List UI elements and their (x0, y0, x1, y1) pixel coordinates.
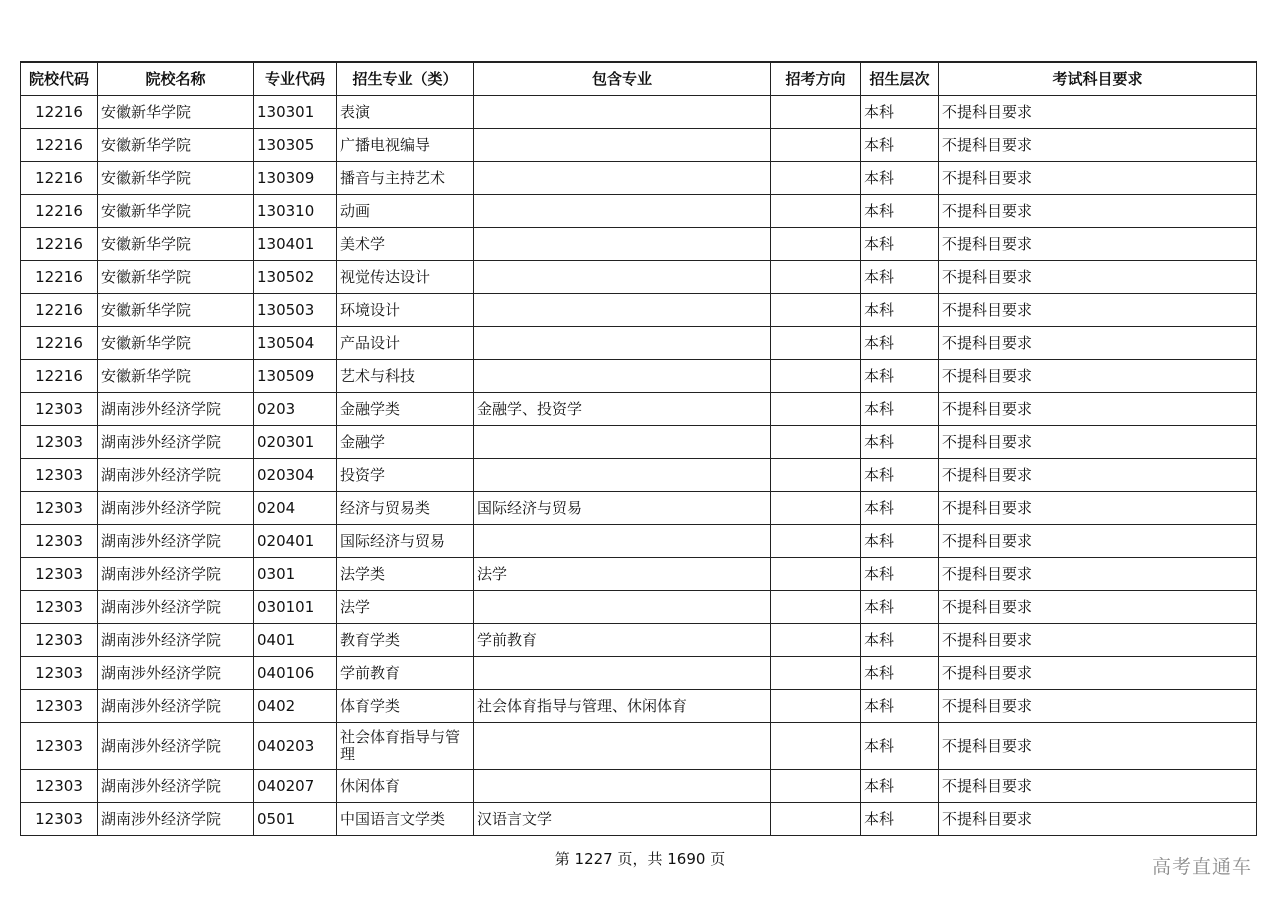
table-row (21, 656, 1257, 689)
cell-school-name: 湖南涉外经济学院 (98, 769, 254, 802)
cell-major-code: 0401 (254, 623, 337, 656)
cell-school-code: 12216 (21, 359, 98, 392)
cell-school-code: 12216 (21, 293, 98, 326)
cell-school-name: 安徽新华学院 (98, 260, 254, 293)
cell-school-name: 安徽新华学院 (98, 95, 254, 128)
cell-school-name: 湖南涉外经济学院 (98, 425, 254, 458)
cell-direction (771, 458, 861, 491)
header-school-code: 院校代码 (21, 62, 98, 95)
cell-level: 本科 (861, 326, 939, 359)
cell-direction (771, 359, 861, 392)
cell-direction (771, 425, 861, 458)
cell-level: 本科 (861, 128, 939, 161)
cell-school-code: 12303 (21, 689, 98, 722)
cell-included-majors (474, 293, 771, 326)
cell-major: 艺术与科技 (337, 359, 474, 392)
table-row (21, 128, 1257, 161)
cell-major-code: 130502 (254, 260, 337, 293)
table-row (21, 623, 1257, 656)
cell-major: 休闲体育 (337, 769, 474, 802)
table-row (21, 524, 1257, 557)
cell-school-code: 12216 (21, 128, 98, 161)
cell-school-code: 12303 (21, 491, 98, 524)
cell-school-code: 12303 (21, 557, 98, 590)
cell-school-code: 12216 (21, 260, 98, 293)
cell-subject-requirement: 不提科目要求 (939, 425, 1257, 458)
cell-subject-requirement: 不提科目要求 (939, 293, 1257, 326)
cell-school-name: 湖南涉外经济学院 (98, 623, 254, 656)
table-row (21, 590, 1257, 623)
cell-direction (771, 524, 861, 557)
cell-direction (771, 689, 861, 722)
cell-school-code: 12303 (21, 722, 98, 769)
cell-major-code: 130401 (254, 227, 337, 260)
cell-included-majors (474, 194, 771, 227)
cell-school-name: 安徽新华学院 (98, 293, 254, 326)
cell-included-majors (474, 359, 771, 392)
cell-subject-requirement: 不提科目要求 (939, 458, 1257, 491)
cell-major-code: 040203 (254, 722, 337, 769)
cell-level: 本科 (861, 293, 939, 326)
table-row (21, 769, 1257, 802)
table-row (21, 260, 1257, 293)
header-level: 招生层次 (861, 62, 939, 95)
table-row (21, 458, 1257, 491)
cell-direction (771, 95, 861, 128)
cell-level: 本科 (861, 722, 939, 769)
cell-level: 本科 (861, 689, 939, 722)
cell-school-name: 湖南涉外经济学院 (98, 689, 254, 722)
cell-direction (771, 722, 861, 769)
cell-major-code: 130503 (254, 293, 337, 326)
cell-included-majors (474, 769, 771, 802)
cell-direction (771, 293, 861, 326)
cell-included-majors: 金融学、投资学 (474, 392, 771, 425)
cell-major: 教育学类 (337, 623, 474, 656)
cell-school-code: 12216 (21, 194, 98, 227)
cell-included-majors: 学前教育 (474, 623, 771, 656)
cell-school-code: 12216 (21, 326, 98, 359)
cell-included-majors (474, 260, 771, 293)
cell-school-code: 12216 (21, 95, 98, 128)
cell-subject-requirement: 不提科目要求 (939, 227, 1257, 260)
cell-subject-requirement: 不提科目要求 (939, 656, 1257, 689)
cell-major: 表演 (337, 95, 474, 128)
cell-included-majors: 汉语言文学 (474, 802, 771, 835)
cell-level: 本科 (861, 161, 939, 194)
cell-subject-requirement: 不提科目要求 (939, 623, 1257, 656)
cell-school-name: 湖南涉外经济学院 (98, 557, 254, 590)
cell-included-majors (474, 425, 771, 458)
cell-included-majors: 社会体育指导与管理、休闲体育 (474, 689, 771, 722)
cell-school-name: 湖南涉外经济学院 (98, 524, 254, 557)
cell-subject-requirement: 不提科目要求 (939, 557, 1257, 590)
cell-direction (771, 227, 861, 260)
cell-school-name: 湖南涉外经济学院 (98, 392, 254, 425)
cell-school-name: 安徽新华学院 (98, 227, 254, 260)
cell-school-name: 安徽新华学院 (98, 128, 254, 161)
cell-subject-requirement: 不提科目要求 (939, 128, 1257, 161)
cell-school-name: 安徽新华学院 (98, 194, 254, 227)
cell-included-majors (474, 656, 771, 689)
cell-major: 美术学 (337, 227, 474, 260)
cell-included-majors (474, 458, 771, 491)
cell-school-code: 12303 (21, 769, 98, 802)
cell-direction (771, 161, 861, 194)
cell-major-code: 040207 (254, 769, 337, 802)
cell-level: 本科 (861, 524, 939, 557)
cell-school-name: 湖南涉外经济学院 (98, 590, 254, 623)
cell-subject-requirement: 不提科目要求 (939, 491, 1257, 524)
cell-major: 中国语言文学类 (337, 802, 474, 835)
cell-school-code: 12303 (21, 392, 98, 425)
cell-school-code: 12216 (21, 161, 98, 194)
cell-subject-requirement: 不提科目要求 (939, 260, 1257, 293)
watermark-logo-text: 高考直通车 (1151, 856, 1252, 878)
cell-major: 投资学 (337, 458, 474, 491)
cell-included-majors (474, 326, 771, 359)
cell-subject-requirement: 不提科目要求 (939, 590, 1257, 623)
cell-subject-requirement: 不提科目要求 (939, 524, 1257, 557)
cell-major: 金融学类 (337, 392, 474, 425)
cell-level: 本科 (861, 769, 939, 802)
cell-level: 本科 (861, 656, 939, 689)
cell-major: 社会体育指导与管理 (337, 722, 474, 769)
cell-direction (771, 128, 861, 161)
cell-subject-requirement: 不提科目要求 (939, 689, 1257, 722)
cell-direction (771, 326, 861, 359)
cell-included-majors (474, 128, 771, 161)
cell-included-majors (474, 161, 771, 194)
table-row (21, 359, 1257, 392)
cell-subject-requirement: 不提科目要求 (939, 722, 1257, 769)
cell-major: 播音与主持艺术 (337, 161, 474, 194)
table-row (21, 802, 1257, 835)
cell-subject-requirement: 不提科目要求 (939, 194, 1257, 227)
table-row (21, 326, 1257, 359)
cell-level: 本科 (861, 227, 939, 260)
cell-school-code: 12216 (21, 227, 98, 260)
cell-level: 本科 (861, 590, 939, 623)
header-school-name: 院校名称 (98, 62, 254, 95)
cell-school-code: 12303 (21, 802, 98, 835)
cell-included-majors (474, 722, 771, 769)
cell-major: 视觉传达设计 (337, 260, 474, 293)
cell-level: 本科 (861, 458, 939, 491)
cell-school-name: 安徽新华学院 (98, 359, 254, 392)
table-row (21, 95, 1257, 128)
cell-subject-requirement: 不提科目要求 (939, 95, 1257, 128)
cell-subject-requirement: 不提科目要求 (939, 161, 1257, 194)
table-row (21, 689, 1257, 722)
cell-direction (771, 194, 861, 227)
cell-direction (771, 491, 861, 524)
cell-major-code: 130309 (254, 161, 337, 194)
cell-school-code: 12303 (21, 425, 98, 458)
table-row (21, 293, 1257, 326)
cell-level: 本科 (861, 491, 939, 524)
cell-direction (771, 590, 861, 623)
cell-subject-requirement: 不提科目要求 (939, 326, 1257, 359)
cell-direction (771, 392, 861, 425)
page-number: 第 1227 页，共 1690 页 (554, 850, 726, 868)
header-included-majors: 包含专业 (474, 62, 771, 95)
cell-major-code: 020304 (254, 458, 337, 491)
cell-level: 本科 (861, 359, 939, 392)
cell-major: 金融学 (337, 425, 474, 458)
cell-included-majors (474, 95, 771, 128)
cell-major-code: 020401 (254, 524, 337, 557)
cell-school-name: 湖南涉外经济学院 (98, 802, 254, 835)
cell-school-code: 12303 (21, 656, 98, 689)
table-row (21, 194, 1257, 227)
cell-school-code: 12303 (21, 524, 98, 557)
cell-level: 本科 (861, 260, 939, 293)
cell-level: 本科 (861, 802, 939, 835)
cell-major-code: 130509 (254, 359, 337, 392)
cell-school-code: 12303 (21, 623, 98, 656)
admissions-table (20, 61, 1257, 836)
cell-major-code: 130504 (254, 326, 337, 359)
cell-school-name: 安徽新华学院 (98, 326, 254, 359)
cell-major: 法学 (337, 590, 474, 623)
cell-direction (771, 557, 861, 590)
cell-direction (771, 260, 861, 293)
cell-included-majors: 法学 (474, 557, 771, 590)
cell-major: 环境设计 (337, 293, 474, 326)
cell-school-name: 湖南涉外经济学院 (98, 458, 254, 491)
cell-included-majors (474, 524, 771, 557)
cell-direction (771, 656, 861, 689)
cell-major: 广播电视编导 (337, 128, 474, 161)
header-row (21, 62, 1257, 95)
cell-level: 本科 (861, 194, 939, 227)
cell-school-name: 湖南涉外经济学院 (98, 491, 254, 524)
cell-school-code: 12303 (21, 590, 98, 623)
header-major: 招生专业（类） (337, 62, 474, 95)
cell-level: 本科 (861, 623, 939, 656)
cell-level: 本科 (861, 425, 939, 458)
cell-major-code: 0402 (254, 689, 337, 722)
cell-major-code: 130301 (254, 95, 337, 128)
cell-major: 体育学类 (337, 689, 474, 722)
cell-included-majors (474, 590, 771, 623)
table-row (21, 491, 1257, 524)
cell-direction (771, 769, 861, 802)
cell-major: 经济与贸易类 (337, 491, 474, 524)
cell-direction (771, 802, 861, 835)
cell-subject-requirement: 不提科目要求 (939, 392, 1257, 425)
cell-major-code: 020301 (254, 425, 337, 458)
cell-school-code: 12303 (21, 458, 98, 491)
cell-included-majors (474, 227, 771, 260)
cell-subject-requirement: 不提科目要求 (939, 769, 1257, 802)
header-subject-requirement: 考试科目要求 (939, 62, 1257, 95)
cell-major: 动画 (337, 194, 474, 227)
cell-subject-requirement: 不提科目要求 (939, 802, 1257, 835)
cell-direction (771, 623, 861, 656)
cell-school-name: 湖南涉外经济学院 (98, 656, 254, 689)
cell-level: 本科 (861, 392, 939, 425)
cell-level: 本科 (861, 557, 939, 590)
cell-major-code: 0203 (254, 392, 337, 425)
header-direction: 招考方向 (771, 62, 861, 95)
table-row (21, 227, 1257, 260)
table-row (21, 392, 1257, 425)
cell-major-code: 0301 (254, 557, 337, 590)
cell-level: 本科 (861, 95, 939, 128)
cell-major-code: 040106 (254, 656, 337, 689)
table-body (21, 95, 1257, 835)
cell-major-code: 0204 (254, 491, 337, 524)
table-row (21, 161, 1257, 194)
table-row (21, 425, 1257, 458)
header-major-code: 专业代码 (254, 62, 337, 95)
table-row (21, 557, 1257, 590)
cell-major-code: 130310 (254, 194, 337, 227)
cell-school-name: 湖南涉外经济学院 (98, 722, 254, 769)
cell-school-name: 安徽新华学院 (98, 161, 254, 194)
table-row (21, 722, 1257, 769)
admissions-table-container (20, 61, 1256, 836)
table-header (21, 62, 1257, 95)
cell-major-code: 0501 (254, 802, 337, 835)
cell-major: 学前教育 (337, 656, 474, 689)
cell-subject-requirement: 不提科目要求 (939, 359, 1257, 392)
cell-major-code: 130305 (254, 128, 337, 161)
cell-major: 国际经济与贸易 (337, 524, 474, 557)
cell-included-majors: 国际经济与贸易 (474, 491, 771, 524)
cell-major-code: 030101 (254, 590, 337, 623)
cell-major: 法学类 (337, 557, 474, 590)
cell-major: 产品设计 (337, 326, 474, 359)
